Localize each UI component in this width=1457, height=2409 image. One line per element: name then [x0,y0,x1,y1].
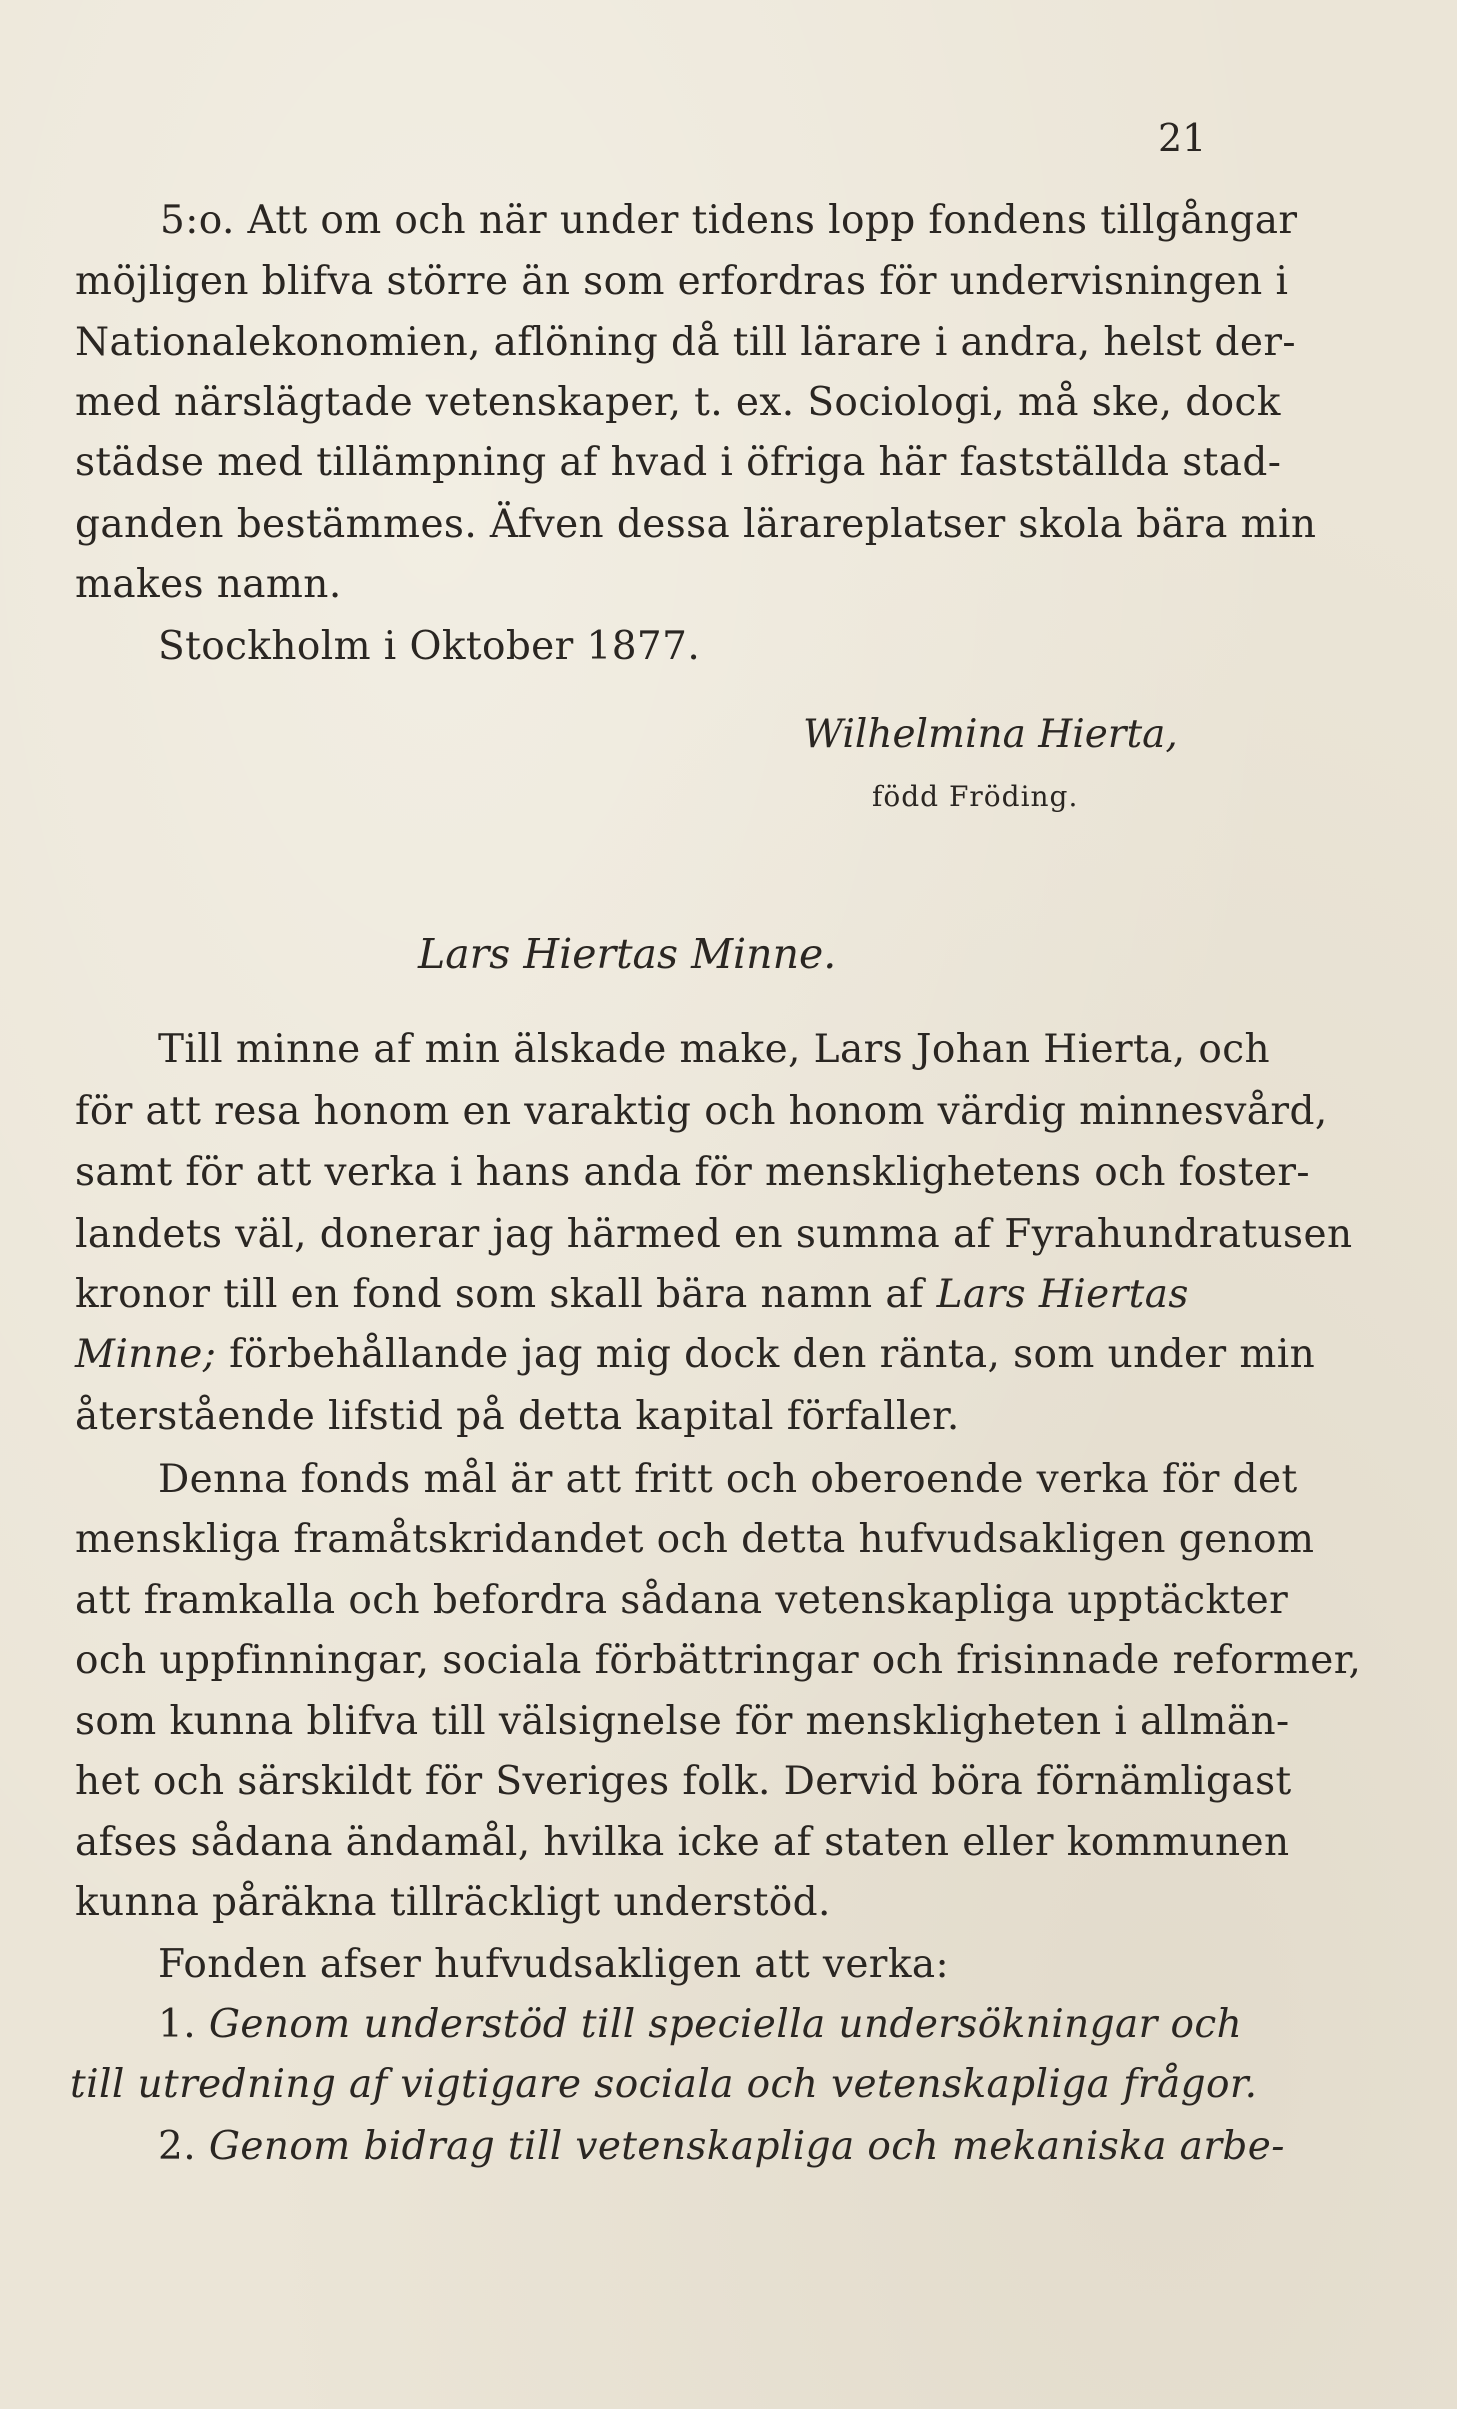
text-line: afses sådana ändamål, hvilka icke af staten eller kommunen [75,1820,1290,1865]
text-line: som kunna blifva till välsignelse för menskligheten i allmän- [75,1699,1290,1744]
list-text: Genom bidrag till vetenskapliga och mekaniska arbe- [208,2124,1285,2169]
text-line: Stockholm i Oktober 1877. [158,624,701,669]
list-number: 1. [158,2002,197,2047]
text-line: med närslägtade vetenskaper, t. ex. Sociologi, må ske, dock [75,380,1281,425]
text-line: att framkalla och befordra sådana vetenskapliga upptäckter [75,1578,1289,1623]
fund-name-italic: Lars Hiertas [936,1272,1189,1317]
text-line: städse med tillämpning af hvad i öfriga här fastställda stad- [75,440,1282,485]
text-line: het och särskildt för Sveriges folk. Dervid böra förnämligast [75,1759,1292,1804]
text-line: 5:o. Att om och när under tidens lopp fondens tillgångar [160,198,1298,243]
text-line: menskliga framåtskridandet och detta hufvudsakligen genom [75,1517,1315,1562]
text-line [75,1270,1189,1320]
text-line: och uppfinningar, sociala förbättringar och frisinnade reformer, [75,1638,1362,1683]
list-item-2 [158,2122,1285,2172]
text-line: kunna påräkna tillräckligt understöd. [75,1880,831,1925]
text-line: makes namn. [75,562,342,607]
section-heading: Lars Hiertas Minne. [418,930,837,978]
text-line: Nationalekonomien, aflöning då till lärare i andra, helst der- [75,320,1296,365]
page-number: 21 [1158,116,1207,160]
text-line: ganden bestämmes. Äfven dessa lärareplatser skola bära min [75,502,1317,547]
text-line: landets väl, donerar jag härmed en summa af Fyrahundratusen [75,1212,1353,1257]
text-line: återstående lifstid på detta kapital förfaller. [75,1394,960,1439]
fund-name-italic: Minne; [75,1332,217,1377]
text-line: samt för att verka i hans anda för mensklighetens och foster- [75,1150,1310,1195]
list-text: Genom understöd till speciella undersökningar och [208,2002,1243,2047]
text-line: Denna fonds mål är att fritt och oberoende verka för det [158,1457,1298,1502]
text-line [75,1330,1315,1380]
text-line: för att resa honom en varaktig och honom värdig minnesvård, [75,1089,1328,1134]
signature-name: Wilhelmina Hierta, [803,712,1178,757]
text-run: kronor till en fond som skall bära namn af [75,1272,937,1317]
signature-born: född Fröding. [872,780,1079,813]
list-item-1 [158,2000,1242,2050]
list-number: 2. [158,2124,197,2169]
text-line: Fonden afser hufvudsakligen att verka: [158,1942,950,1987]
text-run: förbehållande jag mig dock den ränta, som under min [216,1332,1316,1377]
text-line: möjligen blifva större än som erfordras för undervisningen i [75,259,1289,304]
list-item-1-continuation: till utredning af vigtigare sociala och vetenskapliga frågor. [70,2062,1258,2107]
text-line: Till minne af min älskade make, Lars Johan Hierta, och [158,1027,1271,1072]
